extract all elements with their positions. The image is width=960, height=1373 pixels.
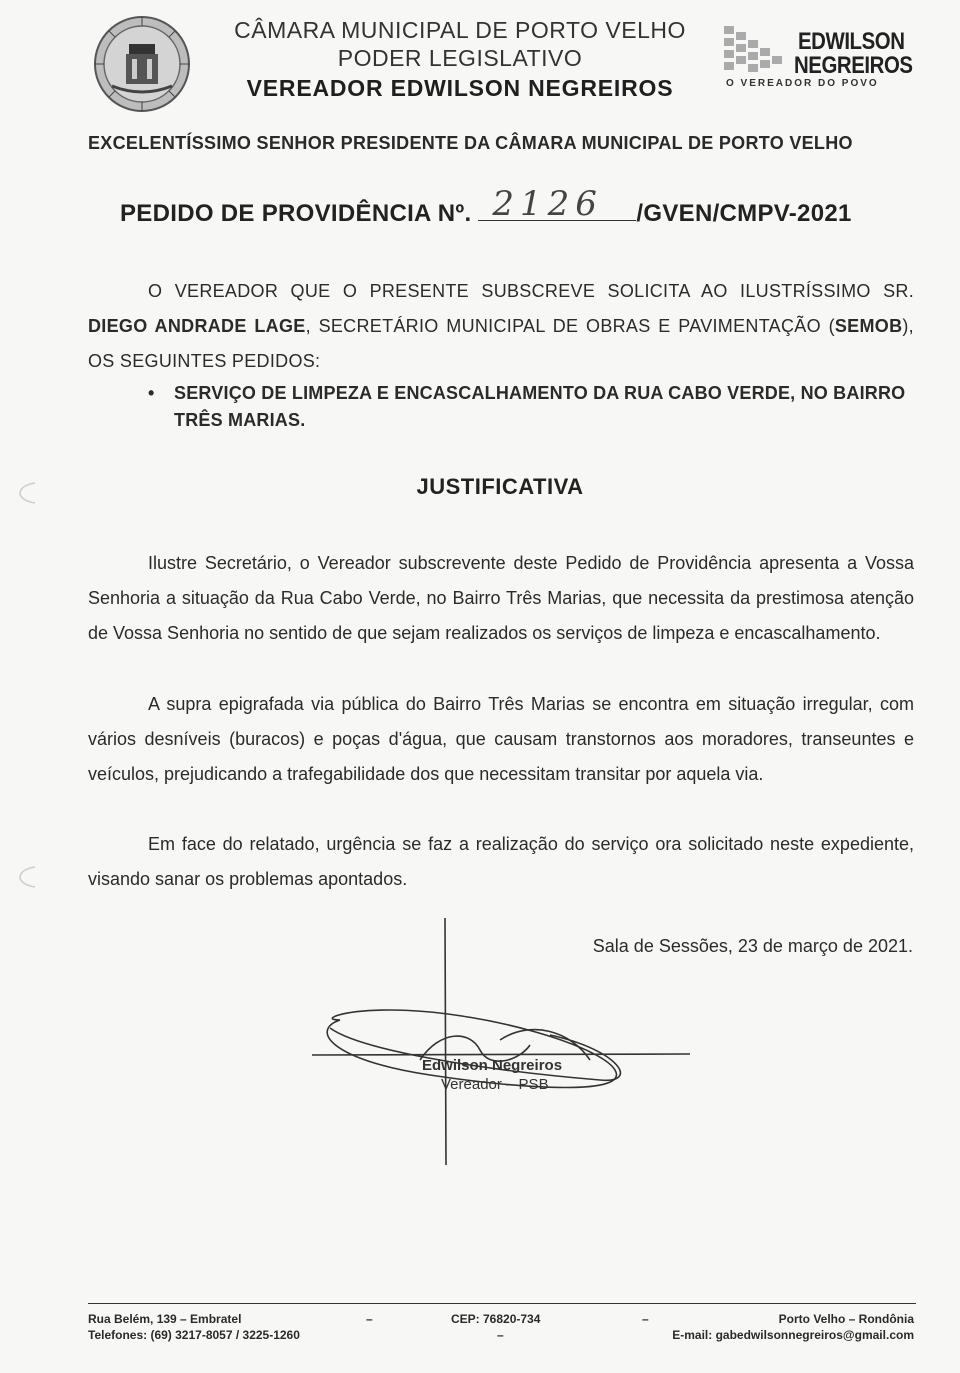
intro-text-c: ), OS SEGUINTES PEDIDOS: <box>88 316 914 371</box>
bullet-icon: • <box>148 383 155 403</box>
signatory-name: Edwilson Negreiros <box>422 1057 563 1074</box>
footer-separator: – <box>366 1312 373 1326</box>
justification-paragraph: Ilustre Secretário, o Vereador subscrevente deste Pedido de Providência apresenta a Vossa Senhoria a situação da Rua Cabo Verde, no Bairro Três Marias, que necessita da prestimosa atenção de Vossa Senhoria no sentido de que sejam realizados os serviços de limpeza e encascalhamento. <box>88 553 914 643</box>
place-and-date: Sala de Sessões, 23 de março de 2021. <box>592 936 913 956</box>
footer-address: Rua Belém, 139 – Embratel <box>88 1312 242 1326</box>
logo-bars-icon <box>724 26 794 72</box>
intro-text-b: , SECRETÁRIO MUNICIPAL DE OBRAS E PAVIMENTAÇÃO ( <box>305 316 835 336</box>
signatory-role: Vereador – PSB <box>441 1076 549 1093</box>
councilor-logo <box>724 26 914 96</box>
request-prefix: PEDIDO DE PROVIDÊNCIA Nº. <box>120 200 472 227</box>
footer-divider <box>88 1303 916 1304</box>
intro-paragraph <box>88 274 914 379</box>
punch-hole-mark-icon <box>10 862 40 892</box>
footer-city: Porto Velho – Rondônia <box>778 1312 914 1326</box>
request-suffix: /GVEN/CMPV-2021 <box>636 200 852 227</box>
letterhead <box>205 16 715 104</box>
secretary-name: DIEGO ANDRADE LAGE <box>88 316 306 336</box>
justification-paragraph: Em face do relatado, urgência se faz a realização do serviço ora solicitado neste expediente, visando sanar os problemas apontados. <box>88 834 914 889</box>
handwritten-signature-icon <box>300 910 720 1170</box>
footer-email: E-mail: gabedwilsonnegreiros@gmail.com <box>672 1328 914 1342</box>
punch-hole-mark-icon <box>10 478 40 508</box>
justification-title: JUSTIFICATIVA <box>416 474 584 499</box>
request-number-blank <box>478 184 636 224</box>
logo-last-name: NEGREIROS <box>794 52 913 79</box>
logo-first-name: EDWILSON <box>798 28 905 55</box>
request-item-text: SERVIÇO DE LIMPEZA E ENCASCALHAMENTO DA RUA CABO VERDE, NO BAIRRO TRÊS MARIAS. <box>174 383 906 430</box>
councilor-name-heading: VEREADOR EDWILSON NEGREIROS <box>246 75 674 101</box>
handwritten-request-number: 2126 <box>492 184 603 224</box>
justification-paragraph: A supra epigrafada via pública do Bairro Três Marias se encontra em situação irregular, com vários desníveis (buracos) e poças d'água, que causam transtornos aos moradores, transeuntes e veículos, prejudicando a trafegabilidade dos que necessitam transitar por aquela via. <box>88 694 914 784</box>
legislative-power: PODER LEGISLATIVO <box>337 45 583 71</box>
logo-tagline: O VEREADOR DO POVO <box>726 78 879 89</box>
footer-phones: Telefones: (69) 3217-8057 / 3225-1260 <box>88 1328 300 1342</box>
chamber-name: CÂMARA MUNICIPAL DE PORTO VELHO <box>234 17 686 43</box>
request-item <box>148 380 914 434</box>
addressee: EXCELENTÍSSIMO SENHOR PRESIDENTE DA CÂMARA MUNICIPAL DE PORTO VELHO <box>88 133 853 153</box>
footer-cep: CEP: 76820-734 <box>451 1312 541 1326</box>
secretariat-acronym: SEMOB <box>834 316 903 336</box>
request-number-line <box>120 184 852 228</box>
municipal-seal-icon <box>92 14 192 114</box>
footer-separator: – <box>497 1328 504 1342</box>
footer-separator: – <box>642 1312 649 1326</box>
intro-text-a: O VEREADOR QUE O PRESENTE SUBSCREVE SOLICITA AO ILUSTRÍSSIMO SR. <box>148 281 914 301</box>
